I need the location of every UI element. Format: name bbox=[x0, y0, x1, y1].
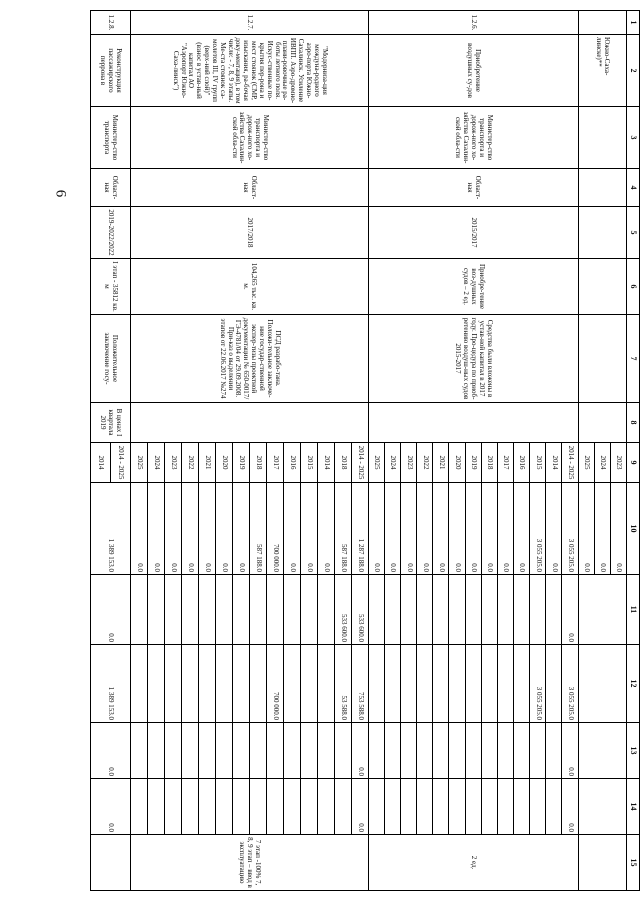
local-amount bbox=[449, 723, 465, 779]
year-cell: 2023 bbox=[164, 443, 181, 483]
regional-amount bbox=[232, 645, 249, 723]
other-amount bbox=[215, 779, 232, 835]
federal-amount bbox=[368, 575, 384, 645]
regional-amount bbox=[164, 645, 181, 723]
local-amount bbox=[198, 723, 215, 779]
table-row bbox=[610, 11, 626, 891]
amount-total: 0.0 bbox=[594, 483, 610, 575]
local-amount bbox=[514, 723, 530, 779]
empty-cell bbox=[578, 403, 626, 443]
amount-total: 0.0 bbox=[317, 483, 334, 575]
amount-total: 3 055 205.0 bbox=[562, 483, 578, 575]
empty-cell bbox=[578, 315, 626, 403]
other-amount bbox=[514, 779, 530, 835]
price-basis bbox=[368, 403, 578, 443]
price-basis bbox=[130, 403, 368, 443]
year-cell: 2014 bbox=[546, 443, 562, 483]
row-number: 1.2.7. bbox=[130, 11, 368, 35]
local-amount bbox=[300, 723, 317, 779]
object-name: Реконструкция пассажирского перрона в bbox=[91, 35, 131, 107]
amount-total: 0.0 bbox=[497, 483, 513, 575]
local-amount bbox=[417, 723, 433, 779]
year-cell: 2014 - 2025 bbox=[351, 443, 368, 483]
regional-amount bbox=[481, 645, 497, 723]
period: 2019-2022/2022 bbox=[91, 207, 131, 259]
federal-amount bbox=[449, 575, 465, 645]
amount-total: 3 055 205.0 bbox=[530, 483, 546, 575]
regional-amount bbox=[465, 645, 481, 723]
amount-total: 587 188.0 bbox=[249, 483, 266, 575]
empty-cell bbox=[578, 575, 626, 645]
regional-amount: 3 055 205.0 bbox=[562, 645, 578, 723]
local-amount bbox=[147, 723, 164, 779]
federal-amount bbox=[181, 575, 198, 645]
federal-amount bbox=[283, 575, 300, 645]
local-amount bbox=[266, 723, 283, 779]
federal-amount: 0.0 bbox=[562, 575, 578, 645]
other-amount bbox=[300, 779, 317, 835]
federal-amount bbox=[130, 575, 147, 645]
amount-total: 0.0 bbox=[578, 483, 594, 575]
amount-total: 0.0 bbox=[433, 483, 449, 575]
regional-amount bbox=[417, 645, 433, 723]
column-header-15: 15 bbox=[627, 835, 640, 891]
regional-amount bbox=[198, 645, 215, 723]
document-table-wrapper bbox=[90, 10, 640, 890]
federal-amount bbox=[514, 575, 530, 645]
status-note: Положительное заключение госу- bbox=[91, 315, 131, 403]
year-cell: 2014 - 2025 bbox=[562, 443, 578, 483]
other-amount bbox=[266, 779, 283, 835]
year-cell: 2022 bbox=[181, 443, 198, 483]
local-amount: 0.0 bbox=[351, 723, 368, 779]
regional-amount bbox=[181, 645, 198, 723]
federal-amount bbox=[266, 575, 283, 645]
year-cell: 2025 bbox=[578, 443, 594, 483]
federal-amount bbox=[300, 575, 317, 645]
local-amount bbox=[401, 723, 417, 779]
responsible-org: Министер-ство транспорта и дорож-ного хо-зяйства Сахалин-ской обла-сти bbox=[368, 107, 578, 169]
regional-amount bbox=[449, 645, 465, 723]
other-amount bbox=[530, 779, 546, 835]
amount-total: 700 000.0 bbox=[266, 483, 283, 575]
regional-amount: 753 588.0 bbox=[351, 645, 368, 723]
amount-total: 0.0 bbox=[130, 483, 147, 575]
regional-amount: 1 389 153.0 bbox=[91, 645, 131, 723]
federal-amount bbox=[384, 575, 400, 645]
local-amount bbox=[433, 723, 449, 779]
row-number bbox=[578, 11, 626, 35]
regional-amount: 3 055 205.0 bbox=[530, 645, 546, 723]
amount-total: 0.0 bbox=[215, 483, 232, 575]
regional-amount bbox=[249, 645, 266, 723]
empty-cell bbox=[578, 169, 626, 207]
column-header-8: 8 bbox=[627, 403, 640, 443]
amount-total: 0.0 bbox=[232, 483, 249, 575]
federal-amount: 0.0 bbox=[91, 575, 131, 645]
period: 2017/2018 bbox=[130, 207, 368, 259]
budget-type: Област-ная bbox=[368, 169, 578, 207]
regional-amount bbox=[283, 645, 300, 723]
year-cell: 2021 bbox=[433, 443, 449, 483]
local-amount bbox=[465, 723, 481, 779]
amount-total: 0.0 bbox=[300, 483, 317, 575]
other-amount bbox=[417, 779, 433, 835]
empty-cell bbox=[578, 259, 626, 315]
year-cell: 2018 bbox=[334, 443, 351, 483]
other-amount bbox=[181, 779, 198, 835]
page-number: 6 bbox=[52, 189, 69, 198]
row-number: 1.2.8. bbox=[91, 11, 131, 35]
amount-total: 0.0 bbox=[368, 483, 384, 575]
other-amount bbox=[497, 779, 513, 835]
year-cell: 2018 bbox=[481, 443, 497, 483]
local-amount bbox=[283, 723, 300, 779]
year-cell: 2019 bbox=[232, 443, 249, 483]
empty-cell bbox=[578, 835, 626, 891]
year-cell: 2015 bbox=[530, 443, 546, 483]
other-amount bbox=[147, 779, 164, 835]
column-header-5: 5 bbox=[627, 207, 640, 259]
federal-amount bbox=[465, 575, 481, 645]
federal-amount bbox=[497, 575, 513, 645]
object-name: Приобретение воздушных су-дов bbox=[368, 35, 578, 107]
regional-amount bbox=[514, 645, 530, 723]
amount-total: 0.0 bbox=[449, 483, 465, 575]
local-amount bbox=[497, 723, 513, 779]
local-amount bbox=[368, 723, 384, 779]
table-row bbox=[111, 11, 131, 891]
year-cell: 2014 bbox=[91, 443, 111, 483]
other-amount bbox=[401, 779, 417, 835]
regional-amount bbox=[401, 645, 417, 723]
year-cell: 2018 bbox=[249, 443, 266, 483]
column-header-1: 1 bbox=[627, 11, 640, 35]
column-header-13: 13 bbox=[627, 723, 640, 779]
period: 2015/2017 bbox=[368, 207, 578, 259]
other-amount: 0.0 bbox=[562, 779, 578, 835]
year-cell: 2020 bbox=[215, 443, 232, 483]
regional-amount bbox=[433, 645, 449, 723]
budget-type: Област-ная bbox=[91, 169, 131, 207]
responsible-org: Министер-ство транспорта bbox=[91, 107, 131, 169]
regional-amount bbox=[317, 645, 334, 723]
amount-total: 0.0 bbox=[147, 483, 164, 575]
empty-cell bbox=[578, 207, 626, 259]
other-amount bbox=[164, 779, 181, 835]
local-amount bbox=[130, 723, 147, 779]
local-amount: 0.0 bbox=[91, 723, 131, 779]
responsible-org: Министер-ство транспорта и дорож-ного хо-зяйства Сахалин-ской обла-сти bbox=[130, 107, 368, 169]
capacity: I этап - 35812 кв. м bbox=[91, 259, 131, 315]
object-name: "Модерниза-ция междуна-родного аэро-порта Южно-Сахалинск. Усиление ИВПП. Аэро-дромно-плани-ровочные ра-боты летного поля. Искус-ственные по-крытия пер-рона и мест стоянок (СМР, изыскания, ра-бочая доку-ментация), в том числе: - 7, 8, 9 этапы. Ме-ста стоянок са-молетов III, IV групп (верх-ний слой)" (взнос в устав-ный капитал АО "Аэропорт Южно-Саха-линск") bbox=[130, 35, 368, 107]
amount-total: 0.0 bbox=[198, 483, 215, 575]
federal-amount bbox=[546, 575, 562, 645]
column-header-4: 4 bbox=[627, 169, 640, 207]
regional-amount bbox=[300, 645, 317, 723]
amount-total: 0.0 bbox=[283, 483, 300, 575]
result-note bbox=[91, 835, 131, 891]
other-amount: 0.0 bbox=[351, 779, 368, 835]
local-amount bbox=[215, 723, 232, 779]
year-cell: 2019 bbox=[465, 443, 481, 483]
price-basis: В ценах I квартала 2019 bbox=[91, 403, 131, 443]
regional-amount bbox=[215, 645, 232, 723]
federal-amount bbox=[232, 575, 249, 645]
other-amount bbox=[433, 779, 449, 835]
amount-total: 0.0 bbox=[481, 483, 497, 575]
other-amount bbox=[546, 779, 562, 835]
federal-amount bbox=[317, 575, 334, 645]
other-amount bbox=[384, 779, 400, 835]
federal-amount bbox=[401, 575, 417, 645]
amount-total: 587 188.0 bbox=[334, 483, 351, 575]
federal-amount: 533 600.0 bbox=[334, 575, 351, 645]
column-header-7: 7 bbox=[627, 315, 640, 403]
capacity: 104,265 тыс. кв. м. bbox=[130, 259, 368, 315]
empty-cell bbox=[578, 645, 626, 723]
rotated-page bbox=[90, 10, 640, 890]
table-row bbox=[562, 11, 578, 891]
column-header-6: 6 bbox=[627, 259, 640, 315]
federal-amount bbox=[249, 575, 266, 645]
federal-amount bbox=[164, 575, 181, 645]
local-amount bbox=[249, 723, 266, 779]
column-header-14: 14 bbox=[627, 779, 640, 835]
year-cell: 2015 bbox=[300, 443, 317, 483]
other-amount bbox=[334, 779, 351, 835]
other-amount bbox=[317, 779, 334, 835]
amount-total: 0.0 bbox=[164, 483, 181, 575]
regional-amount: 53 588.0 bbox=[334, 645, 351, 723]
other-amount bbox=[130, 779, 147, 835]
year-cell: 2023 bbox=[610, 443, 626, 483]
year-cell: 2014 bbox=[317, 443, 334, 483]
other-amount bbox=[465, 779, 481, 835]
federal-amount bbox=[198, 575, 215, 645]
local-amount bbox=[232, 723, 249, 779]
header-row bbox=[627, 11, 640, 891]
regional-amount: 700 000.0 bbox=[266, 645, 283, 723]
column-header-11: 11 bbox=[627, 575, 640, 645]
local-amount bbox=[481, 723, 497, 779]
local-amount bbox=[164, 723, 181, 779]
regional-amount bbox=[147, 645, 164, 723]
other-amount bbox=[249, 779, 266, 835]
year-cell: 2025 bbox=[130, 443, 147, 483]
amount-total: 0.0 bbox=[417, 483, 433, 575]
local-amount bbox=[181, 723, 198, 779]
status-note: Средства были вложены в устав-ной капитал в 2017 году. Про-цедура по приоб-ретению воздуш-ных судов 2015-2017 bbox=[368, 315, 578, 403]
amount-total: 0.0 bbox=[546, 483, 562, 575]
empty-cell bbox=[578, 779, 626, 835]
other-amount bbox=[481, 779, 497, 835]
amount-total: 0.0 bbox=[610, 483, 626, 575]
year-cell: 2020 bbox=[449, 443, 465, 483]
year-cell: 2021 bbox=[198, 443, 215, 483]
regional-amount bbox=[130, 645, 147, 723]
year-cell: 2017 bbox=[497, 443, 513, 483]
other-amount bbox=[368, 779, 384, 835]
local-amount: 0.0 bbox=[562, 723, 578, 779]
empty-cell bbox=[578, 723, 626, 779]
local-amount bbox=[530, 723, 546, 779]
amount-total: 0.0 bbox=[514, 483, 530, 575]
year-cell: 2022 bbox=[417, 443, 433, 483]
regional-amount bbox=[546, 645, 562, 723]
year-cell: 2014 - 2025 bbox=[111, 443, 131, 483]
local-amount bbox=[384, 723, 400, 779]
other-amount bbox=[198, 779, 215, 835]
federal-amount bbox=[433, 575, 449, 645]
budget-type: Област-ная bbox=[130, 169, 368, 207]
federal-amount bbox=[215, 575, 232, 645]
investment-table bbox=[90, 10, 640, 891]
amount-total: 1 287 188.0 bbox=[351, 483, 368, 575]
year-cell: 2024 bbox=[594, 443, 610, 483]
column-header-2: 2 bbox=[627, 35, 640, 107]
regional-amount bbox=[368, 645, 384, 723]
year-cell: 2024 bbox=[147, 443, 164, 483]
year-cell: 2025 bbox=[368, 443, 384, 483]
federal-amount bbox=[417, 575, 433, 645]
regional-amount bbox=[384, 645, 400, 723]
result-note: 7 этап -100% 7, 8, 9 этап – ввод в эксплуатацию bbox=[130, 835, 368, 891]
column-header-3: 3 bbox=[627, 107, 640, 169]
column-header-9: 9 bbox=[627, 443, 640, 483]
capacity: Приобре-тение воз-душных судов – 2 ед. bbox=[368, 259, 578, 315]
column-header-10: 10 bbox=[627, 483, 640, 575]
year-cell: 2023 bbox=[401, 443, 417, 483]
row-number: 1.2.6. bbox=[368, 11, 578, 35]
other-amount: 0.0 bbox=[91, 779, 131, 835]
result-note: 2 ед. bbox=[368, 835, 578, 891]
other-amount bbox=[283, 779, 300, 835]
empty-cell bbox=[578, 107, 626, 169]
federal-amount: 533 600.0 bbox=[351, 575, 368, 645]
other-amount bbox=[232, 779, 249, 835]
amount-total: 0.0 bbox=[465, 483, 481, 575]
year-cell: 2024 bbox=[384, 443, 400, 483]
amount-total: 0.0 bbox=[181, 483, 198, 575]
amount-total: 0.0 bbox=[401, 483, 417, 575]
federal-amount bbox=[481, 575, 497, 645]
amount-total: 0.0 bbox=[384, 483, 400, 575]
local-amount bbox=[546, 723, 562, 779]
federal-amount bbox=[147, 575, 164, 645]
federal-amount bbox=[530, 575, 546, 645]
status-note: ПСД разрабо-тана. Положи-тельное заключе-ние государ-ственной экспер-тизы проектной документации № 650-0017/ГЭ-4781/04 от 29.09.2008. При-каз о выделении этапов от 22.06.2017 №274 bbox=[130, 315, 368, 403]
year-cell: 2016 bbox=[514, 443, 530, 483]
local-amount bbox=[317, 723, 334, 779]
object-name: Южно-Саха-линске)** bbox=[578, 35, 626, 107]
regional-amount bbox=[497, 645, 513, 723]
year-cell: 2017 bbox=[266, 443, 283, 483]
column-header-12: 12 bbox=[627, 645, 640, 723]
amount-total: 1 389 153.0 bbox=[91, 483, 131, 575]
year-cell: 2016 bbox=[283, 443, 300, 483]
other-amount bbox=[449, 779, 465, 835]
local-amount bbox=[334, 723, 351, 779]
table-row bbox=[351, 11, 368, 891]
